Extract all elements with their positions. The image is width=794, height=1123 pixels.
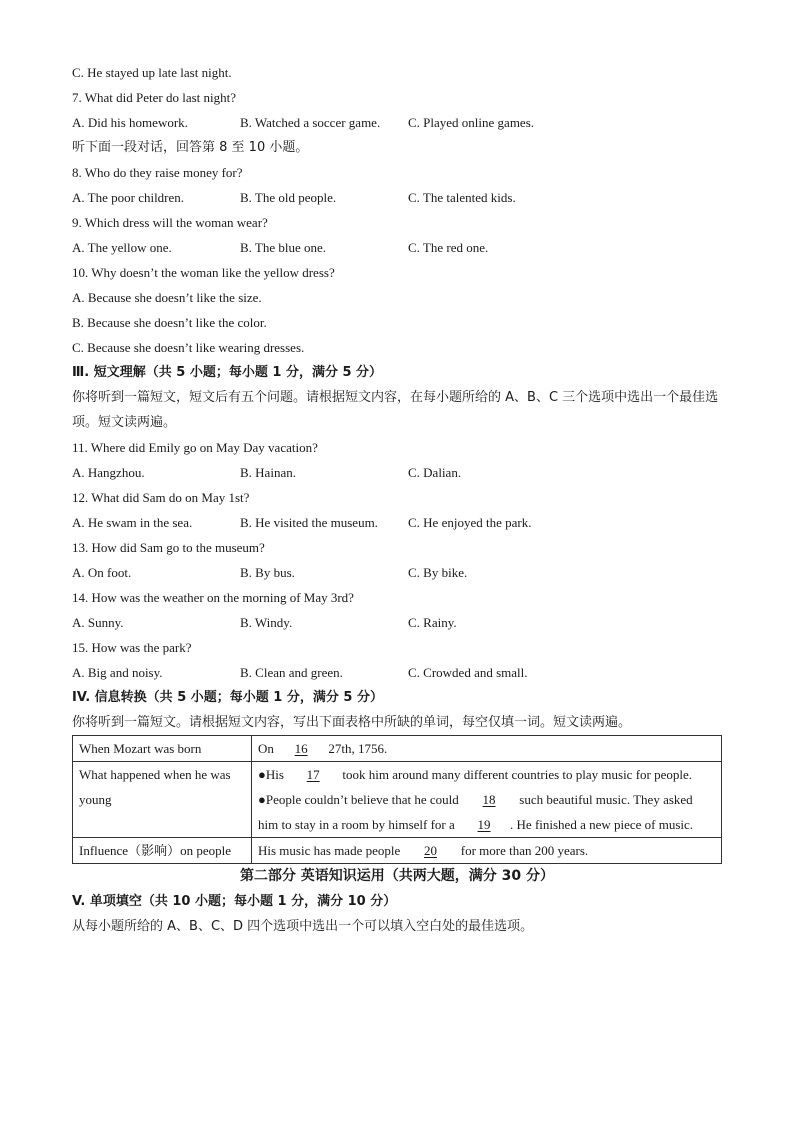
- option-a: A. Did his homework.: [72, 115, 188, 130]
- section-5-heading: V. 单项填空（共 10 小题；每小题 1 分，满分 10 分）: [72, 894, 397, 909]
- table-row: [73, 736, 722, 762]
- row-label: Influence（影响）on people: [73, 838, 252, 864]
- option-a: A. He swam in the sea.: [72, 515, 193, 530]
- question-8: 8. Who do they raise money for?: [72, 165, 243, 180]
- section-5-instruction: 从每小题所给的 A、B、C、D 四个选项中选出一个可以填入空白处的最佳选项。: [72, 919, 534, 934]
- option-b: B. By bus.: [240, 565, 295, 580]
- row-content: [252, 838, 722, 864]
- question-14: 14. How was the weather on the morning of May 3rd?: [72, 590, 354, 605]
- blank-19: 19: [477, 817, 491, 832]
- question-13-options: [72, 560, 722, 585]
- section-4-instruction: 你将听到一篇短文。请根据短文内容，写出下面表格中所缺的单词，每空仅填一词。短文读两遍。: [72, 715, 632, 730]
- question-12: 12. What did Sam do on May 1st?: [72, 490, 250, 505]
- bullet-1: [258, 762, 715, 787]
- question-14-options: [72, 610, 722, 635]
- text: took him around many different countries to play music for people.: [342, 767, 693, 782]
- text: for more than 200 years.: [460, 843, 589, 858]
- question-15-options: [72, 660, 722, 685]
- option-c: C. Crowded and small.: [408, 665, 528, 680]
- option-a: A. The yellow one.: [72, 240, 172, 255]
- question-11: 11. Where did Emily go on May Day vacation?: [72, 440, 318, 455]
- row-content: [252, 762, 722, 838]
- question-7: 7. What did Peter do last night?: [72, 90, 237, 105]
- section-3-heading: Ⅲ. 短文理解（共 5 小题；每小题 1 分，满分 5 分）: [72, 365, 383, 380]
- option-b: B. He visited the museum.: [240, 515, 378, 530]
- text: On: [258, 741, 274, 756]
- option-c: C. Dalian.: [408, 465, 462, 480]
- text: such beautiful music. They asked him to stay in a room by himself for a: [258, 792, 693, 832]
- bullet-2: [258, 787, 715, 837]
- text: ●His: [258, 767, 284, 782]
- option-b: B. Because she doesn’t like the color.: [72, 315, 267, 330]
- instruction-8-10: 听下面一段对话，回答第 8 至 10 小题。: [72, 140, 309, 155]
- text: His music has made people: [258, 843, 401, 858]
- exam-page: [72, 60, 722, 939]
- question-11-options: [72, 460, 722, 485]
- question-8-options: [72, 185, 722, 210]
- question-15: 15. How was the park?: [72, 640, 192, 655]
- text: ●People couldn’t believe that he could: [258, 792, 459, 807]
- option-a: A. The poor children.: [72, 190, 185, 205]
- question-13: 13. How did Sam go to the museum?: [72, 540, 265, 555]
- table-row: [73, 838, 722, 864]
- row-content: [252, 736, 722, 762]
- question-9: 9. Which dress will the woman wear?: [72, 215, 268, 230]
- text: . He finished a new piece of music.: [510, 817, 694, 832]
- section-3-instruction: 你将听到一篇短文，短文后有五个问题。请根据短文内容，在每小题所给的 A、B、C 三个选项中选出一个最佳选项。短文读两遍。: [72, 390, 719, 430]
- q6-option-c: C. He stayed up late last night.: [72, 65, 232, 80]
- info-table: [72, 735, 722, 864]
- table-row: [73, 762, 722, 838]
- row-label: What happened when he was young: [73, 762, 252, 838]
- question-7-options: [72, 110, 722, 135]
- option-a: A. Big and noisy.: [72, 665, 163, 680]
- part-2-title: 第二部分 英语知识运用（共两大题，满分 30 分）: [239, 868, 555, 884]
- option-c: C. Played online games.: [408, 115, 535, 130]
- option-c: C. He enjoyed the park.: [408, 515, 532, 530]
- option-c: C. The red one.: [408, 240, 489, 255]
- question-10: 10. Why doesn’t the woman like the yellow dress?: [72, 265, 335, 280]
- option-a: A. Hangzhou.: [72, 465, 145, 480]
- text: 27th, 1756.: [328, 741, 388, 756]
- section-4-heading: IV. 信息转换（共 5 小题；每小题 1 分，满分 5 分）: [72, 690, 383, 705]
- question-9-options: [72, 235, 722, 260]
- option-c: C. The talented kids.: [408, 190, 516, 205]
- option-b: B. Windy.: [240, 615, 293, 630]
- option-b: B. The old people.: [240, 190, 337, 205]
- option-b: B. Clean and green.: [240, 665, 343, 680]
- row-label: When Mozart was born: [73, 736, 252, 762]
- option-b: B. The blue one.: [240, 240, 327, 255]
- blank-18: 18: [482, 792, 496, 807]
- blank-16: 16: [294, 741, 308, 756]
- option-a: A. On foot.: [72, 565, 132, 580]
- question-12-options: [72, 510, 722, 535]
- option-b: B. Hainan.: [240, 465, 296, 480]
- option-c: C. Rainy.: [408, 615, 457, 630]
- option-b: B. Watched a soccer game.: [240, 115, 381, 130]
- blank-20: 20: [424, 843, 437, 858]
- blank-17: 17: [306, 767, 320, 782]
- option-c: C. By bike.: [408, 565, 468, 580]
- option-a: A. Because she doesn’t like the size.: [72, 290, 262, 305]
- option-a: A. Sunny.: [72, 615, 124, 630]
- option-c: C. Because she doesn’t like wearing dresses.: [72, 340, 305, 355]
